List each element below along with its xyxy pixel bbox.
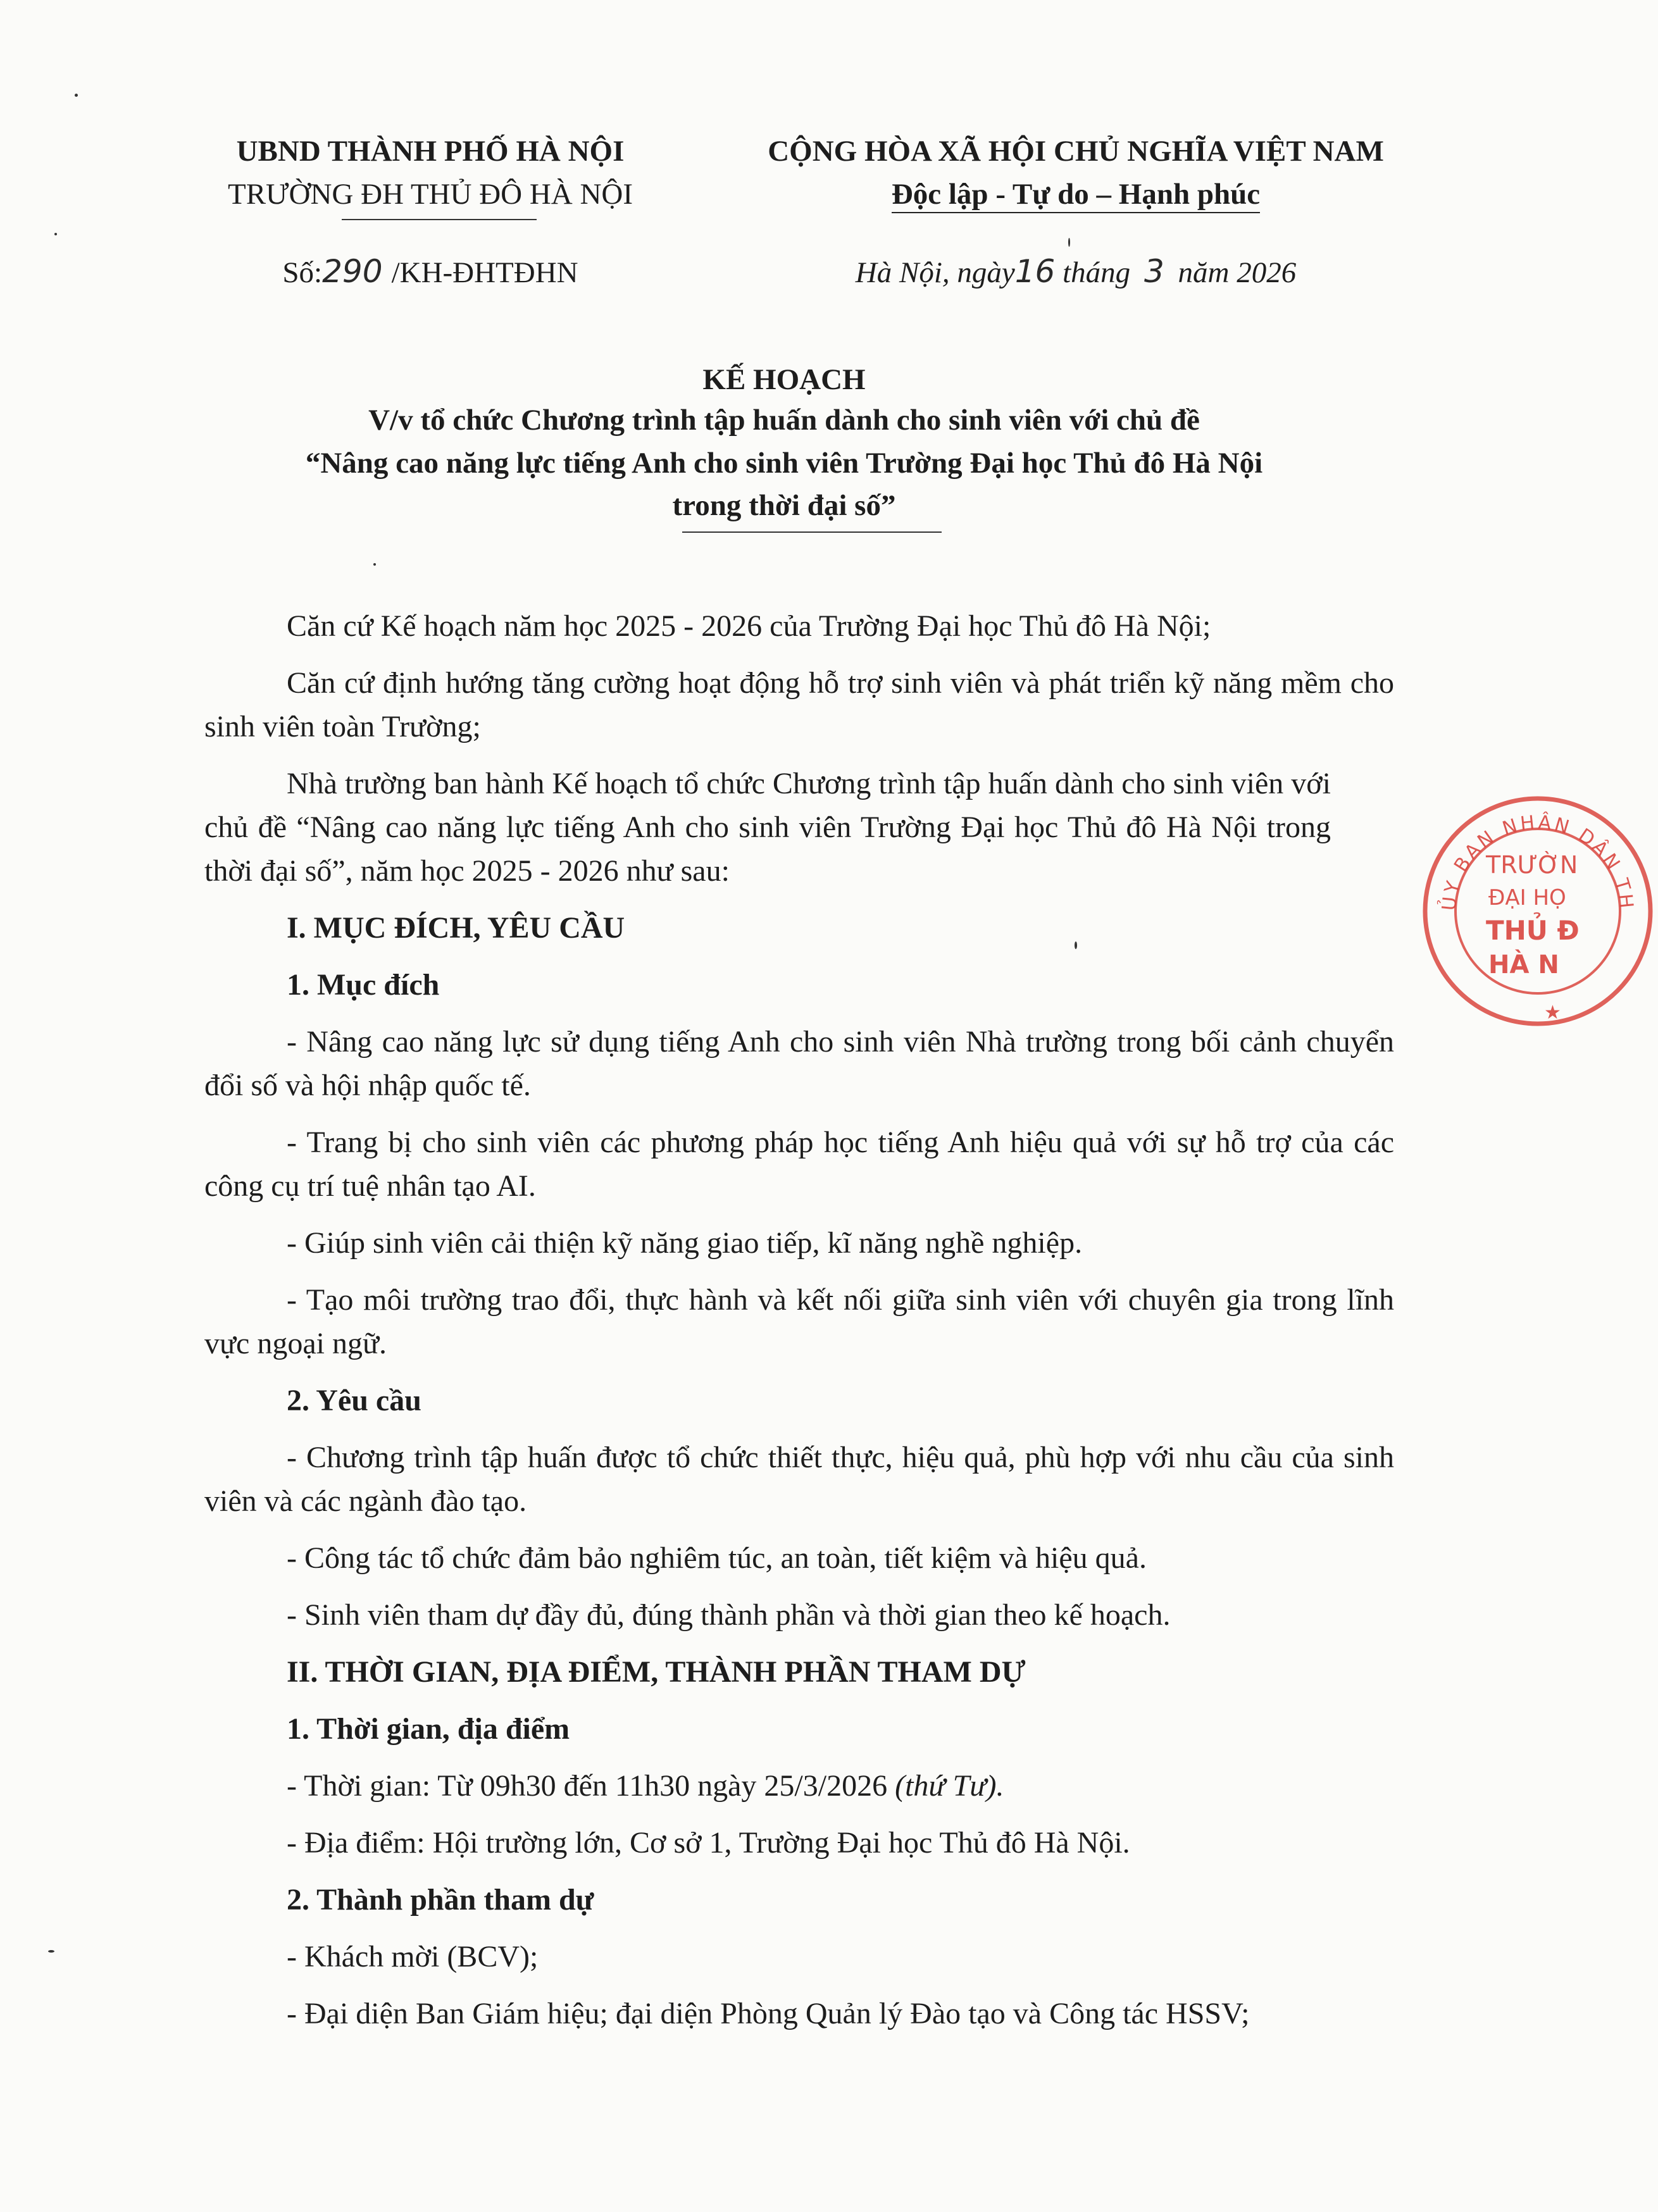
date-month-word: tháng bbox=[1063, 256, 1131, 289]
document-type-title: KẾ HOẠCH bbox=[702, 363, 866, 396]
section-2-1-heading: 1. Thời gian, địa điểm bbox=[287, 1712, 570, 1746]
requirement-item-1: - Chương trình tập huấn được tổ chức thiết thực, hiệu quả, phù hợp với nhu cầu của sinh viên và các ngành đào tạo. bbox=[204, 1441, 1394, 1518]
purpose-item-1: - Nâng cao năng lực sử dụng tiếng Anh cho sinh viên Nhà trường trong bối cảnh chuyển đổi số và hội nhập quốc tế. bbox=[204, 1025, 1394, 1102]
title-underline bbox=[682, 531, 942, 533]
requirement-item-3: - Sinh viên tham dự đầy đủ, đúng thành phần và thời gian theo kế hoạch. bbox=[287, 1598, 1171, 1632]
national-motto bbox=[715, 175, 1437, 214]
seal-line-4: HÀ N bbox=[1488, 950, 1559, 979]
date-prefix: Hà Nội, ngày bbox=[855, 256, 1015, 289]
motto-text: Độc lập - Tự do – Hạnh phúc bbox=[892, 178, 1260, 213]
document-date bbox=[715, 252, 1437, 292]
date-month-handwritten: 3 bbox=[1144, 253, 1164, 290]
national-title: CỘNG HÒA XÃ HỘI CHỦ NGHĨA VIỆT NAM bbox=[768, 135, 1384, 168]
time-text: - Thời gian: Từ 09h30 đến 11h30 ngày 25/3/2026 bbox=[287, 1769, 895, 1803]
number-handwritten: 290 bbox=[322, 253, 383, 290]
purpose-item-4: - Tạo môi trường trao đổi, thực hành và kết nối giữa sinh viên với chuyên gia trong lĩnh vực ngoại ngữ. bbox=[204, 1283, 1394, 1360]
basis-paragraph-1: Căn cứ Kế hoạch năm học 2025 - 2026 của Trường Đại học Thủ đô Hà Nội; bbox=[287, 609, 1211, 643]
section-1-1-heading: 1. Mục đích bbox=[287, 968, 440, 1002]
participant-item-1: - Khách mời (BCV); bbox=[287, 1940, 539, 1973]
number-suffix: /KH-ĐHTĐHN bbox=[391, 256, 578, 289]
scan-speck bbox=[54, 233, 57, 235]
seal-star: ★ bbox=[1544, 1002, 1561, 1024]
document-subject-line1: V/v tổ chức Chương trình tập huấn dành cho sinh viên với chủ đề bbox=[368, 404, 1200, 437]
location-item: - Địa điểm: Hội trường lớn, Cơ sở 1, Trường Đại học Thủ đô Hà Nội. bbox=[287, 1826, 1130, 1860]
intro-paragraph: Nhà trường ban hành Kế hoạch tổ chức Chương trình tập huấn dành cho sinh viên với chủ đề “Nâng cao năng lực tiếng Anh cho sinh viên Trường Đại học Thủ đô Hà Nội trong thời đại số”, năm học 2025 - 2026 như sau: bbox=[204, 767, 1331, 888]
issuer-school: TRƯỜNG ĐH THỦ ĐÔ HÀ NỘI bbox=[227, 178, 633, 211]
seal-line-3: THỦ Đ bbox=[1486, 915, 1580, 946]
issuer-authority: UBND THÀNH PHỐ HÀ NỘI bbox=[236, 135, 625, 168]
section-1-heading: I. MỤC ĐÍCH, YÊU CẦU bbox=[287, 911, 625, 945]
number-prefix: Số: bbox=[282, 256, 323, 289]
date-day-handwritten: 16 bbox=[1014, 253, 1056, 290]
section-2-2-heading: 2. Thành phần tham dự bbox=[287, 1883, 594, 1917]
scan-speck bbox=[373, 563, 376, 566]
official-seal bbox=[1418, 791, 1658, 1031]
section-1-2-heading: 2. Yêu cầu bbox=[287, 1384, 421, 1417]
scan-speck bbox=[1068, 238, 1070, 247]
document-number bbox=[190, 252, 671, 292]
document-subject-line2: “Nâng cao năng lực tiếng Anh cho sinh viên Trường Đại học Thủ đô Hà Nội bbox=[305, 447, 1263, 480]
date-year: năm 2026 bbox=[1178, 256, 1297, 289]
scan-speck bbox=[1075, 941, 1077, 949]
time-item bbox=[204, 1764, 1394, 1808]
document-body bbox=[204, 604, 1394, 2049]
requirement-item-2: - Công tác tổ chức đảm bảo nghiêm túc, an toàn, tiết kiệm và hiệu quả. bbox=[287, 1541, 1147, 1575]
section-2-heading: II. THỜI GIAN, ĐỊA ĐIỂM, THÀNH PHẦN THAM DỰ bbox=[287, 1655, 1026, 1689]
seal-ring-text: ỦY BAN NHÂN DÂN TH bbox=[1438, 811, 1638, 912]
document-subject-line3: trong thời đại số” bbox=[672, 489, 896, 522]
scan-speck bbox=[48, 1950, 54, 1953]
participant-item-2: - Đại diện Ban Giám hiệu; đại diện Phòng Quản lý Đào tạo và Công tác HSSV; bbox=[287, 1997, 1250, 2030]
seal-line-1: TRƯỜN bbox=[1486, 851, 1578, 879]
issuer-underline bbox=[342, 219, 537, 220]
scan-speck bbox=[75, 94, 78, 97]
purpose-item-2: - Trang bị cho sinh viên các phương pháp học tiếng Anh hiệu quả với sự hỗ trợ của các công cụ trí tuệ nhân tạo AI. bbox=[204, 1126, 1394, 1203]
time-weekday: (thứ Tư). bbox=[895, 1769, 1004, 1803]
purpose-item-3: - Giúp sinh viên cải thiện kỹ năng giao tiếp, kĩ năng nghề nghiệp. bbox=[287, 1226, 1083, 1260]
seal-line-2: ĐẠI HỌ bbox=[1488, 885, 1566, 910]
basis-paragraph-2: Căn cứ định hướng tăng cường hoạt động hỗ trợ sinh viên và phát triển kỹ năng mềm cho sinh viên toàn Trường; bbox=[204, 666, 1394, 743]
